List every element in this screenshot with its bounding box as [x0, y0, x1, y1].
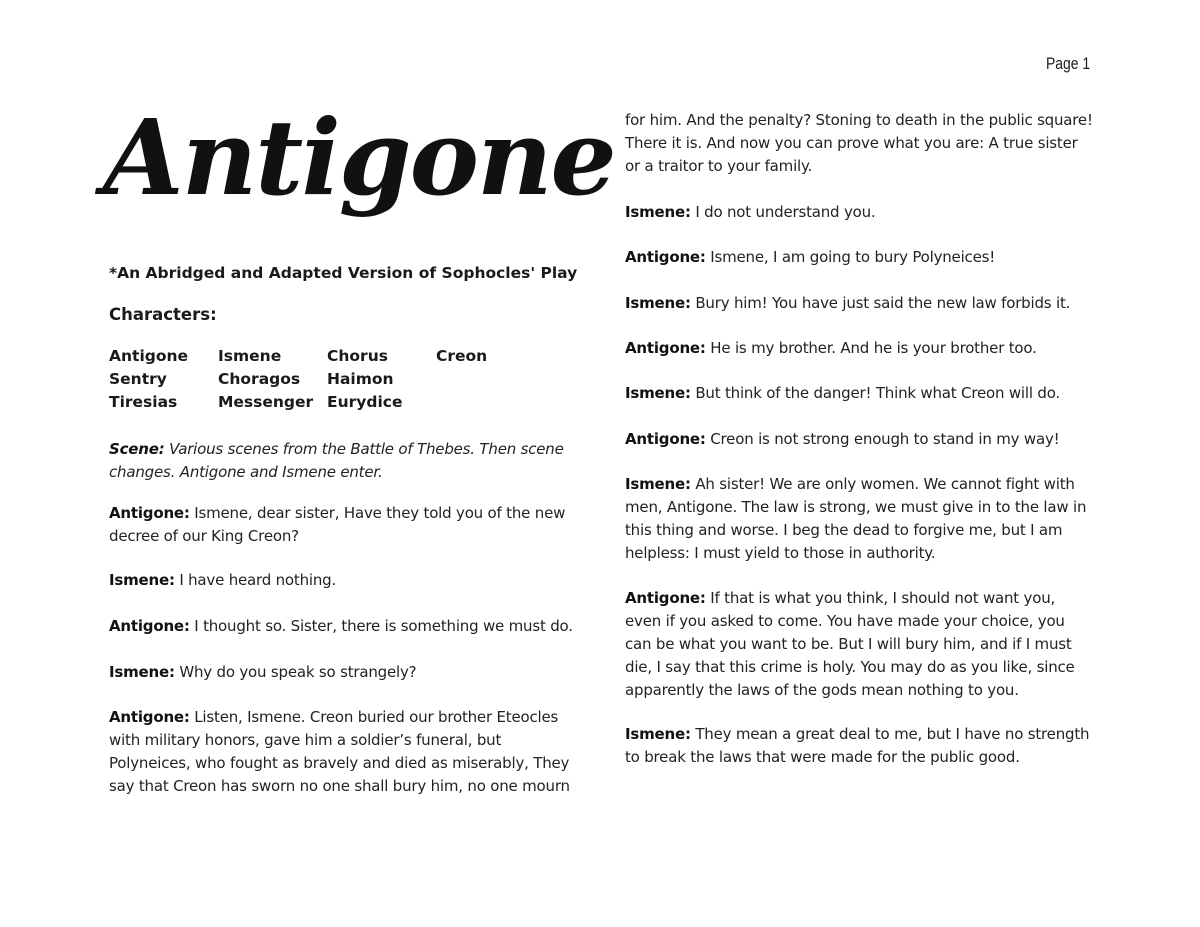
characters-row	[109, 393, 589, 416]
speaker-name: Antigone:	[109, 504, 190, 522]
speaker-name: Antigone:	[625, 430, 706, 448]
dialogue-line	[625, 587, 1095, 702]
dialogue-line	[625, 292, 1095, 315]
speaker-name: Antigone:	[109, 617, 190, 635]
dialogue-line	[109, 569, 579, 592]
dialogue-line	[109, 661, 579, 684]
dialogue-text: I thought so. Sister, there is something we must do.	[189, 617, 573, 635]
dialogue-text: But think of the danger! Think what Creon will do.	[690, 384, 1060, 402]
characters-row	[109, 370, 589, 393]
dialogue-text: Why do you speak so strangely?	[174, 663, 417, 681]
speaker-name: Antigone:	[625, 589, 706, 607]
speaker-name: Antigone:	[109, 708, 190, 726]
speaker-name: Ismene:	[625, 725, 691, 743]
character-name: Ismene	[218, 347, 282, 365]
dialogue-text: He is my brother. And he is your brother too.	[705, 339, 1037, 357]
dialogue-text: Listen, Ismene. Creon buried our brother Eteocles with military honors, gave him a soldier’s funeral, but Polyneices, who fought as bravely and died as miserably, They say that Creon has sworn no one shall bury him, no one mourn	[109, 708, 570, 795]
dialogue-line	[625, 382, 1095, 405]
character-name: Sentry	[109, 370, 167, 388]
dialogue-line	[625, 201, 1095, 224]
speaker-name: Antigone:	[625, 248, 706, 266]
dialogue-text: Ismene, dear sister, Have they told you of the new decree of our King Creon?	[109, 504, 566, 545]
character-name: Tiresias	[109, 393, 178, 411]
speaker-name: Ismene:	[625, 475, 691, 493]
speaker-name: Antigone:	[625, 339, 706, 357]
play-title: Antigone	[103, 96, 615, 219]
scene-label: Scene:	[109, 440, 165, 458]
subtitle: *An Abridged and Adapted Version of Sophocles' Play	[109, 264, 578, 282]
character-name: Antigone	[109, 347, 189, 365]
character-name: Haimon	[327, 370, 394, 388]
dialogue-line	[625, 246, 1095, 269]
dialogue-line	[109, 615, 584, 638]
speaker-name: Ismene:	[109, 571, 175, 589]
character-name: Chorus	[327, 347, 388, 365]
dialogue-text: I do not understand you.	[690, 203, 876, 221]
characters-heading: Characters:	[109, 305, 217, 324]
dialogue-line	[625, 337, 1095, 360]
dialogue-line	[109, 706, 579, 798]
speaker-name: Ismene:	[109, 663, 175, 681]
dialogue-text: Ah sister! We are only women. We cannot fight with men, Antigone. The law is strong, we must give in to the law in this thing and worse. I beg the dead to forgive me, but I am helpless: I must yield to those in authority.	[625, 475, 1087, 562]
dialogue-line	[625, 473, 1095, 565]
characters-list	[109, 347, 589, 416]
dialogue-text: Bury him! You have just said the new law forbids it.	[690, 294, 1071, 312]
dialogue-text: I have heard nothing.	[174, 571, 337, 589]
dialogue-continuation: for him. And the penalty? Stoning to death in the public square! There it is. And now you can prove what you are: A true sister or a traitor to your family.	[625, 111, 1093, 175]
character-name: Messenger	[218, 393, 314, 411]
scene-description	[109, 438, 579, 484]
character-name: Creon	[436, 347, 488, 365]
dialogue-line	[625, 723, 1095, 769]
character-name: Choragos	[218, 370, 301, 388]
dialogue-line	[109, 502, 579, 548]
page-number: Page 1	[1046, 54, 1091, 73]
dialogue-text: They mean a great deal to me, but I have no strength to break the laws that were made for the public good.	[625, 725, 1090, 766]
dialogue-line	[625, 428, 1095, 451]
speaker-name: Ismene:	[625, 203, 691, 221]
characters-row	[109, 347, 589, 370]
speaker-name: Ismene:	[625, 294, 691, 312]
dialogue-text: Creon is not strong enough to stand in my way!	[705, 430, 1060, 448]
dialogue-text: Ismene, I am going to bury Polyneices!	[705, 248, 996, 266]
speaker-name: Ismene:	[625, 384, 691, 402]
dialogue-text: If that is what you think, I should not want you, even if you asked to come. You have made your choice, you can be what you want to be. But I will bury him, and if I must die, I say that this crime is holy. You may do as you like, since apparently the laws of the gods mean nothing to you.	[625, 589, 1075, 699]
character-name: Eurydice	[327, 393, 403, 411]
scene-text: Various scenes from the Battle of Thebes. Then scene changes. Antigone and Ismene enter.	[109, 440, 564, 481]
